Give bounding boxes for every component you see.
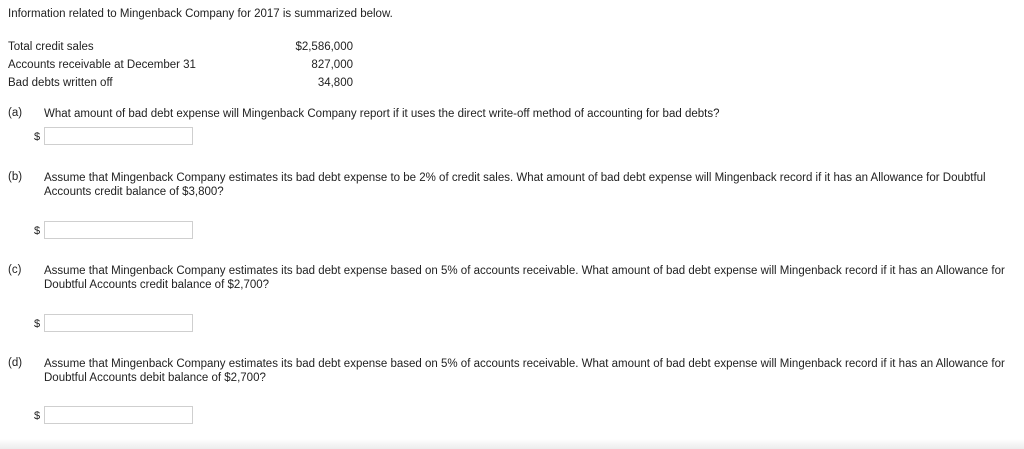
dollar-sign: $ <box>34 318 41 330</box>
given-data-table <box>8 38 353 92</box>
dollar-sign: $ <box>34 410 41 422</box>
given-label: Total credit sales <box>8 41 94 53</box>
given-row-total-credit-sales <box>8 38 353 56</box>
question-text: Assume that Mingenback Company estimates its bad debt expense based on 5% of accounts receivable. What amount of bad debt expense will Mingenback record if it has an Allowance for Doubtful Accounts debit balance of $2,700? <box>44 358 1005 384</box>
bottom-edge-shadow <box>0 439 1024 449</box>
given-label: Accounts receivable at December 31 <box>8 59 196 71</box>
given-label: Bad debts written off <box>8 77 113 89</box>
given-value: $2,586,000 <box>295 41 353 53</box>
answer-a-input[interactable] <box>44 127 193 145</box>
question-letter: (c) <box>8 264 22 276</box>
given-value: 827,000 <box>311 59 353 71</box>
answer-d <box>34 406 197 424</box>
question-letter: (b) <box>8 171 23 183</box>
question-text: Assume that Mingenback Company estimates its bad debt expense to be 2% of credit sales. What amount of bad debt expense will Mingenback record if it has an Allowance for Doubtful Accounts credit balance of $3,800? <box>44 172 986 198</box>
question-letter: (d) <box>8 357 23 369</box>
answer-b-input[interactable] <box>44 221 193 239</box>
answer-c <box>34 314 197 332</box>
question-text: What amount of bad debt expense will Mingenback Company report if it uses the direct write-off method of accounting for bad debts? <box>44 108 720 120</box>
answer-c-input[interactable] <box>44 314 193 332</box>
question-letter: (a) <box>8 107 23 119</box>
given-row-bad-debts-written-off <box>8 74 353 92</box>
dollar-sign: $ <box>34 225 41 237</box>
dollar-sign: $ <box>34 131 41 143</box>
given-value: 34,800 <box>317 77 353 89</box>
question-text: Assume that Mingenback Company estimates its bad debt expense based on 5% of accounts receivable. What amount of bad debt expense will Mingenback record if it has an Allowance for Doubtful Accounts credit balance of $2,700? <box>44 265 1005 291</box>
answer-d-input[interactable] <box>44 406 193 424</box>
answer-a <box>34 127 197 145</box>
answer-b <box>34 221 197 239</box>
given-row-accounts-receivable <box>8 56 353 74</box>
problem-intro: Information related to Mingenback Company for 2017 is summarized below. <box>8 8 393 20</box>
